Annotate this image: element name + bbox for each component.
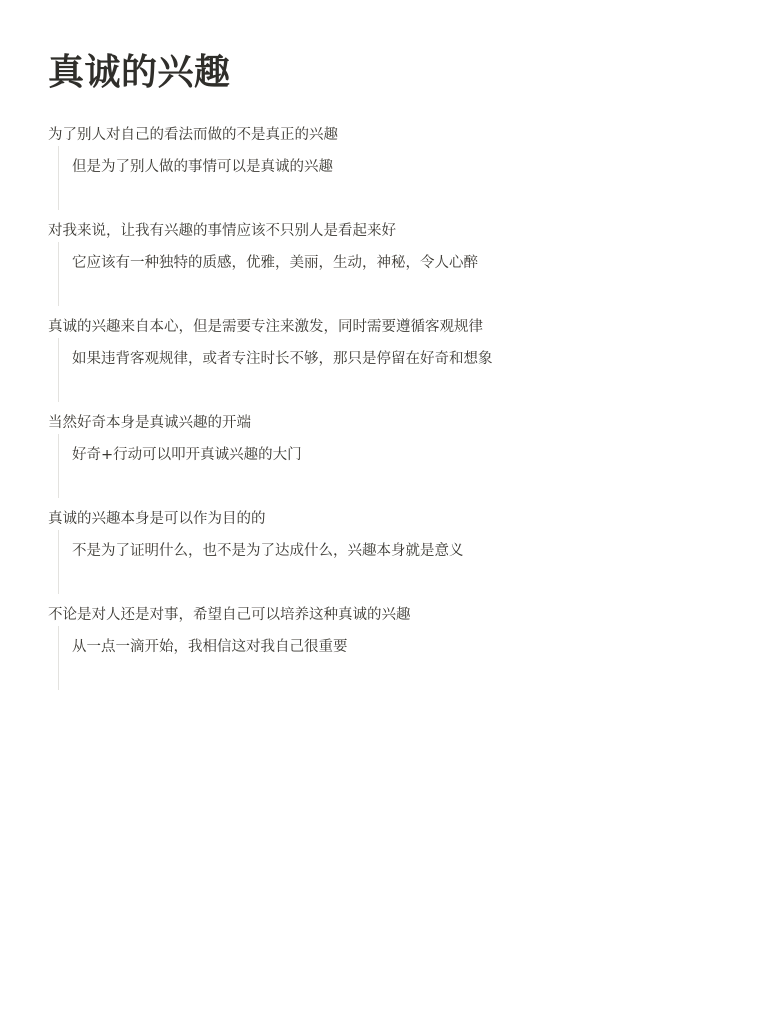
paragraph: 不论是对人还是对事，希望自己可以培养这种真诚的兴趣: [48, 607, 411, 623]
quote-text: 不是为了证明什么，也不是为了达成什么，兴趣本身就是意义: [72, 543, 464, 559]
section-2: [48, 220, 728, 316]
document-page: [48, 48, 728, 700]
quote-text: 它应该有一种独特的质感，优雅，美丽，生动，神秘，令人心醉: [72, 255, 478, 271]
quote-text: 如果违背客观规律，或者专注时长不够，那只是停留在好奇和想象: [72, 351, 493, 367]
quote-block: [58, 434, 728, 498]
paragraph: 为了别人对自己的看法而做的不是真正的兴趣: [48, 127, 338, 143]
section-4: [48, 412, 728, 508]
paragraph: 对我来说，让我有兴趣的事情应该不只别人是看起来好: [48, 223, 396, 239]
section-6: [48, 604, 728, 700]
quote-text: 从一点一滴开始，我相信这对我自己很重要: [72, 639, 348, 655]
paragraph: 当然好奇本身是真诚兴趣的开端: [48, 415, 251, 431]
quote-text: 但是为了别人做的事情可以是真诚的兴趣: [72, 159, 333, 175]
section-3: [48, 316, 728, 412]
section-5: [48, 508, 728, 604]
paragraph: 真诚的兴趣来自本心，但是需要专注来激发，同时需要遵循客观规律: [48, 319, 483, 335]
paragraph: 真诚的兴趣本身是可以作为目的的: [48, 511, 266, 527]
quote-block: [58, 146, 728, 210]
quote-block: [58, 338, 728, 402]
quote-block: [58, 242, 728, 306]
quote-text: 好奇+行动可以叩开真诚兴趣的大门: [72, 447, 302, 463]
page-title: 真诚的兴趣: [48, 52, 231, 93]
quote-block: [58, 530, 728, 594]
quote-block: [58, 626, 728, 690]
section-1: [48, 124, 728, 220]
content-sections: [48, 124, 728, 700]
